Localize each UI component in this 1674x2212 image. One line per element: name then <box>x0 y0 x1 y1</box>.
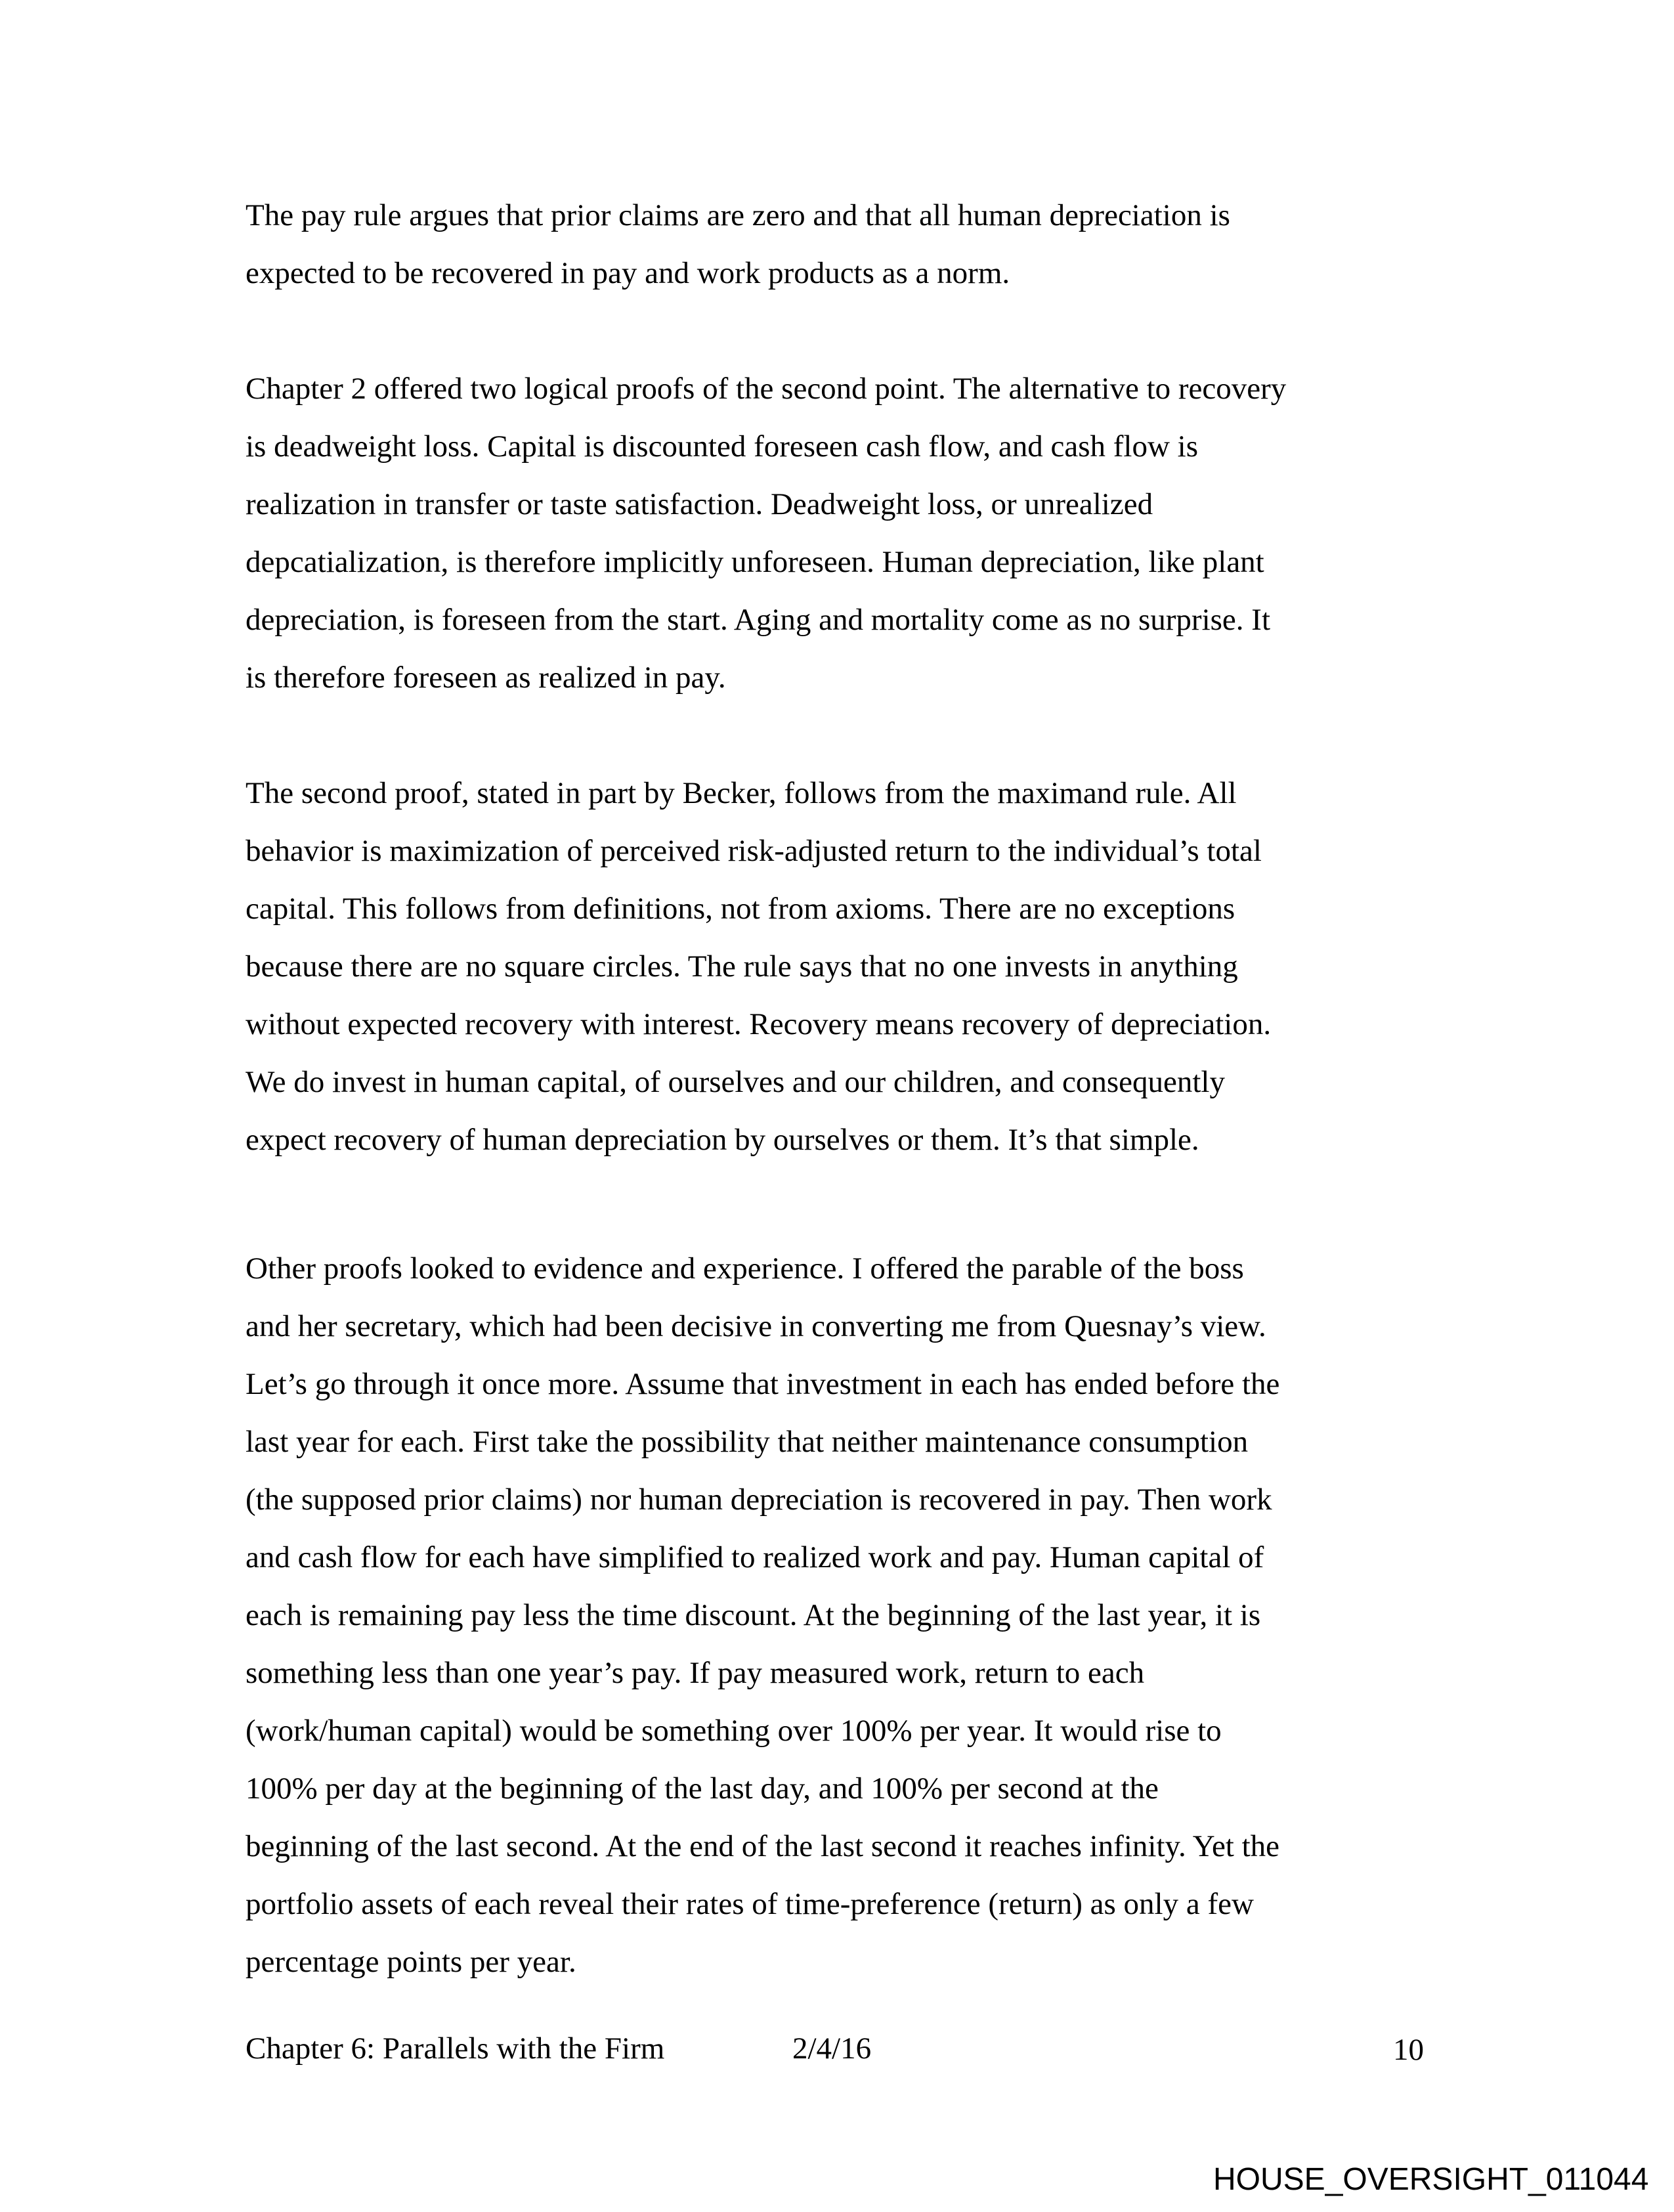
footer-chapter-label: Chapter 6: Parallels with the Firm <box>246 2031 665 2066</box>
text-line: depreciation, is foreseen from the start. Aging and mortality come as no surprise. It <box>246 603 1271 637</box>
text-line: behavior is maximization of perceived risk-adjusted return to the individual’s total <box>246 834 1262 868</box>
text-line: something less than one year’s pay. If pay measured work, return to each <box>246 1656 1145 1690</box>
text-line: realization in transfer or taste satisfaction. Deadweight loss, or unrealized <box>246 487 1153 521</box>
text-line: (work/human capital) would be something over 100% per year. It would rise to <box>246 1714 1222 1748</box>
text-line: expect recovery of human depreciation by ourselves or them. It’s that simple. <box>246 1123 1199 1157</box>
text-line: We do invest in human capital, of ourselves and our children, and consequently <box>246 1065 1225 1099</box>
bates-stamp-watermark: HOUSE_OVERSIGHT_011044 <box>1213 2162 1649 2197</box>
text-line: Other proofs looked to evidence and experience. I offered the parable of the boss <box>246 1251 1244 1286</box>
paragraph <box>246 1240 1467 1991</box>
text-line: The second proof, stated in part by Becker, follows from the maximand rule. All <box>246 776 1237 810</box>
text-line: without expected recovery with interest. Recovery means recovery of depreciation. <box>246 1007 1272 1041</box>
footer-date: 2/4/16 <box>792 2031 872 2066</box>
text-line: last year for each. First take the possibility that neither maintenance consumption <box>246 1425 1249 1459</box>
text-line: and cash flow for each have simplified to realized work and pay. Human capital of <box>246 1540 1264 1574</box>
text-line: Chapter 2 offered two logical proofs of the second point. The alternative to recovery <box>246 372 1287 406</box>
text-line: and her secretary, which had been decisive in converting me from Quesnay’s view. <box>246 1309 1266 1343</box>
text-line: expected to be recovered in pay and work products as a norm. <box>246 256 1010 290</box>
text-line: The pay rule argues that prior claims are zero and that all human depreciation is <box>246 198 1230 232</box>
text-line: is deadweight loss. Capital is discounted foreseen cash flow, and cash flow is <box>246 429 1199 464</box>
text-line: capital. This follows from definitions, not from axioms. There are no exceptions <box>246 892 1235 926</box>
text-line: is therefore foreseen as realized in pay. <box>246 661 726 695</box>
text-line: each is remaining pay less the time discount. At the beginning of the last year, it is <box>246 1598 1261 1632</box>
paragraph <box>246 186 1467 302</box>
text-line: beginning of the last second. At the end of the last second it reaches infinity. Yet the <box>246 1829 1280 1863</box>
paragraph <box>246 360 1467 706</box>
text-line: Let’s go through it once more. Assume that investment in each has ended before the <box>246 1367 1280 1401</box>
text-line: because there are no square circles. The rule says that no one invests in anything <box>246 949 1238 984</box>
text-line: (the supposed prior claims) nor human depreciation is recovered in pay. Then work <box>246 1483 1272 1517</box>
document-body <box>246 186 1467 1991</box>
paragraph <box>246 764 1467 1169</box>
footer-page-number: 10 <box>1393 2033 1424 2067</box>
text-line: portfolio assets of each reveal their rates of time-preference (return) as only a few <box>246 1887 1254 1921</box>
text-line: percentage points per year. <box>246 1945 576 1979</box>
text-line: 100% per day at the beginning of the last day, and 100% per second at the <box>246 1771 1159 1806</box>
text-line: depcatialization, is therefore implicitly unforeseen. Human depreciation, like plant <box>246 545 1264 579</box>
